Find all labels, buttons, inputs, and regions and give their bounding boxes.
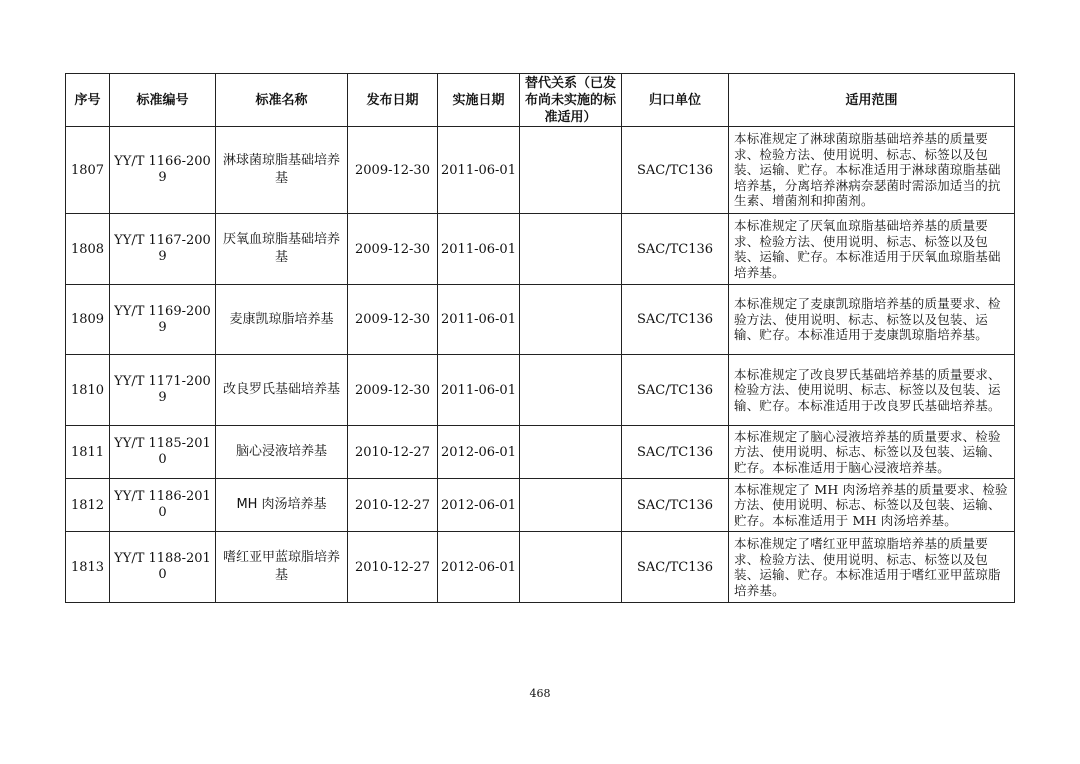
cell-name: 嗜红亚甲蓝琼脂培养基 <box>216 532 348 603</box>
cell-replacement <box>520 532 622 603</box>
cell-name: MH 肉汤培养基 <box>216 479 348 532</box>
cell-name: 厌氧血琼脂基础培养基 <box>216 214 348 285</box>
cell-effective-date: 2011-06-01 <box>438 355 520 426</box>
cell-serial: 1813 <box>66 532 110 603</box>
table-row <box>66 355 1015 426</box>
header-replacement: 替代关系（已发布尚未实施的标准适用） <box>520 74 622 127</box>
cell-publish-date: 2009-12-30 <box>348 285 438 355</box>
cell-replacement <box>520 355 622 426</box>
cell-serial: 1811 <box>66 426 110 479</box>
table-row <box>66 532 1015 603</box>
table-row <box>66 214 1015 285</box>
table-row <box>66 426 1015 479</box>
cell-code: YY/T 1167-2009 <box>110 214 216 285</box>
cell-name: 脑心浸液培养基 <box>216 426 348 479</box>
cell-scope: 本标准规定了 MH 肉汤培养基的质量要求、检验方法、使用说明、标志、标签以及包装、运输、贮存。本标准适用于 MH 肉汤培养基。 <box>729 479 1015 532</box>
cell-serial: 1809 <box>66 285 110 355</box>
cell-replacement <box>520 127 622 214</box>
cell-serial: 1810 <box>66 355 110 426</box>
cell-unit: SAC/TC136 <box>622 532 729 603</box>
cell-replacement <box>520 285 622 355</box>
header-publish-date: 发布日期 <box>348 74 438 127</box>
cell-scope: 本标准规定了淋球菌琼脂基础培养基的质量要求、检验方法、使用说明、标志、标签以及包装、运输、贮存。本标准适用于淋球菌琼脂基础培养基，分离培养淋病奈瑟菌时需添加适当的抗生素、增菌剂和抑菌剂。 <box>729 127 1015 214</box>
cell-scope: 本标准规定了改良罗氏基础培养基的质量要求、检验方法、使用说明、标志、标签以及包装、运输、贮存。本标准适用于改良罗氏基础培养基。 <box>729 355 1015 426</box>
cell-unit: SAC/TC136 <box>622 214 729 285</box>
standards-table <box>65 73 1015 603</box>
cell-scope: 本标准规定了厌氧血琼脂基础培养基的质量要求、检验方法、使用说明、标志、标签以及包装、运输、贮存。本标准适用于厌氧血琼脂基础培养基。 <box>729 214 1015 285</box>
cell-unit: SAC/TC136 <box>622 355 729 426</box>
cell-code: YY/T 1166-2009 <box>110 127 216 214</box>
header-effective-date: 实施日期 <box>438 74 520 127</box>
cell-effective-date: 2012-06-01 <box>438 479 520 532</box>
cell-publish-date: 2010-12-27 <box>348 426 438 479</box>
cell-replacement <box>520 426 622 479</box>
cell-effective-date: 2011-06-01 <box>438 127 520 214</box>
cell-effective-date: 2011-06-01 <box>438 285 520 355</box>
cell-name: 淋球菌琼脂基础培养基 <box>216 127 348 214</box>
cell-serial: 1808 <box>66 214 110 285</box>
cell-scope: 本标准规定了嗜红亚甲蓝琼脂培养基的质量要求、检验方法、使用说明、标志、标签以及包装、运输、贮存。本标准适用于嗜红亚甲蓝琼脂培养基。 <box>729 532 1015 603</box>
cell-scope: 本标准规定了麦康凯琼脂培养基的质量要求、检验方法、使用说明、标志、标签以及包装、运输、贮存。本标准适用于麦康凯琼脂培养基。 <box>729 285 1015 355</box>
cell-effective-date: 2012-06-01 <box>438 532 520 603</box>
header-name: 标准名称 <box>216 74 348 127</box>
cell-publish-date: 2009-12-30 <box>348 127 438 214</box>
header-code: 标准编号 <box>110 74 216 127</box>
cell-publish-date: 2010-12-27 <box>348 479 438 532</box>
cell-code: YY/T 1188-2010 <box>110 532 216 603</box>
cell-code: YY/T 1169-2009 <box>110 285 216 355</box>
cell-serial: 1807 <box>66 127 110 214</box>
cell-unit: SAC/TC136 <box>622 426 729 479</box>
cell-effective-date: 2011-06-01 <box>438 214 520 285</box>
cell-code: YY/T 1171-2009 <box>110 355 216 426</box>
cell-scope: 本标准规定了脑心浸液培养基的质量要求、检验方法、使用说明、标志、标签以及包装、运输、贮存。本标准适用于脑心浸液培养基。 <box>729 426 1015 479</box>
cell-publish-date: 2010-12-27 <box>348 532 438 603</box>
cell-unit: SAC/TC136 <box>622 479 729 532</box>
header-unit: 归口单位 <box>622 74 729 127</box>
cell-replacement <box>520 214 622 285</box>
cell-name: 麦康凯琼脂培养基 <box>216 285 348 355</box>
table-row <box>66 285 1015 355</box>
cell-unit: SAC/TC136 <box>622 285 729 355</box>
cell-code: YY/T 1186-2010 <box>110 479 216 532</box>
header-scope: 适用范围 <box>729 74 1015 127</box>
table-row <box>66 127 1015 214</box>
table-row <box>66 479 1015 532</box>
table-header-row <box>66 74 1015 127</box>
cell-effective-date: 2012-06-01 <box>438 426 520 479</box>
cell-serial: 1812 <box>66 479 110 532</box>
cell-unit: SAC/TC136 <box>622 127 729 214</box>
page-number: 468 <box>529 687 551 700</box>
cell-publish-date: 2009-12-30 <box>348 214 438 285</box>
header-serial: 序号 <box>66 74 110 127</box>
cell-name: 改良罗氏基础培养基 <box>216 355 348 426</box>
cell-replacement <box>520 479 622 532</box>
cell-code: YY/T 1185-2010 <box>110 426 216 479</box>
cell-publish-date: 2009-12-30 <box>348 355 438 426</box>
